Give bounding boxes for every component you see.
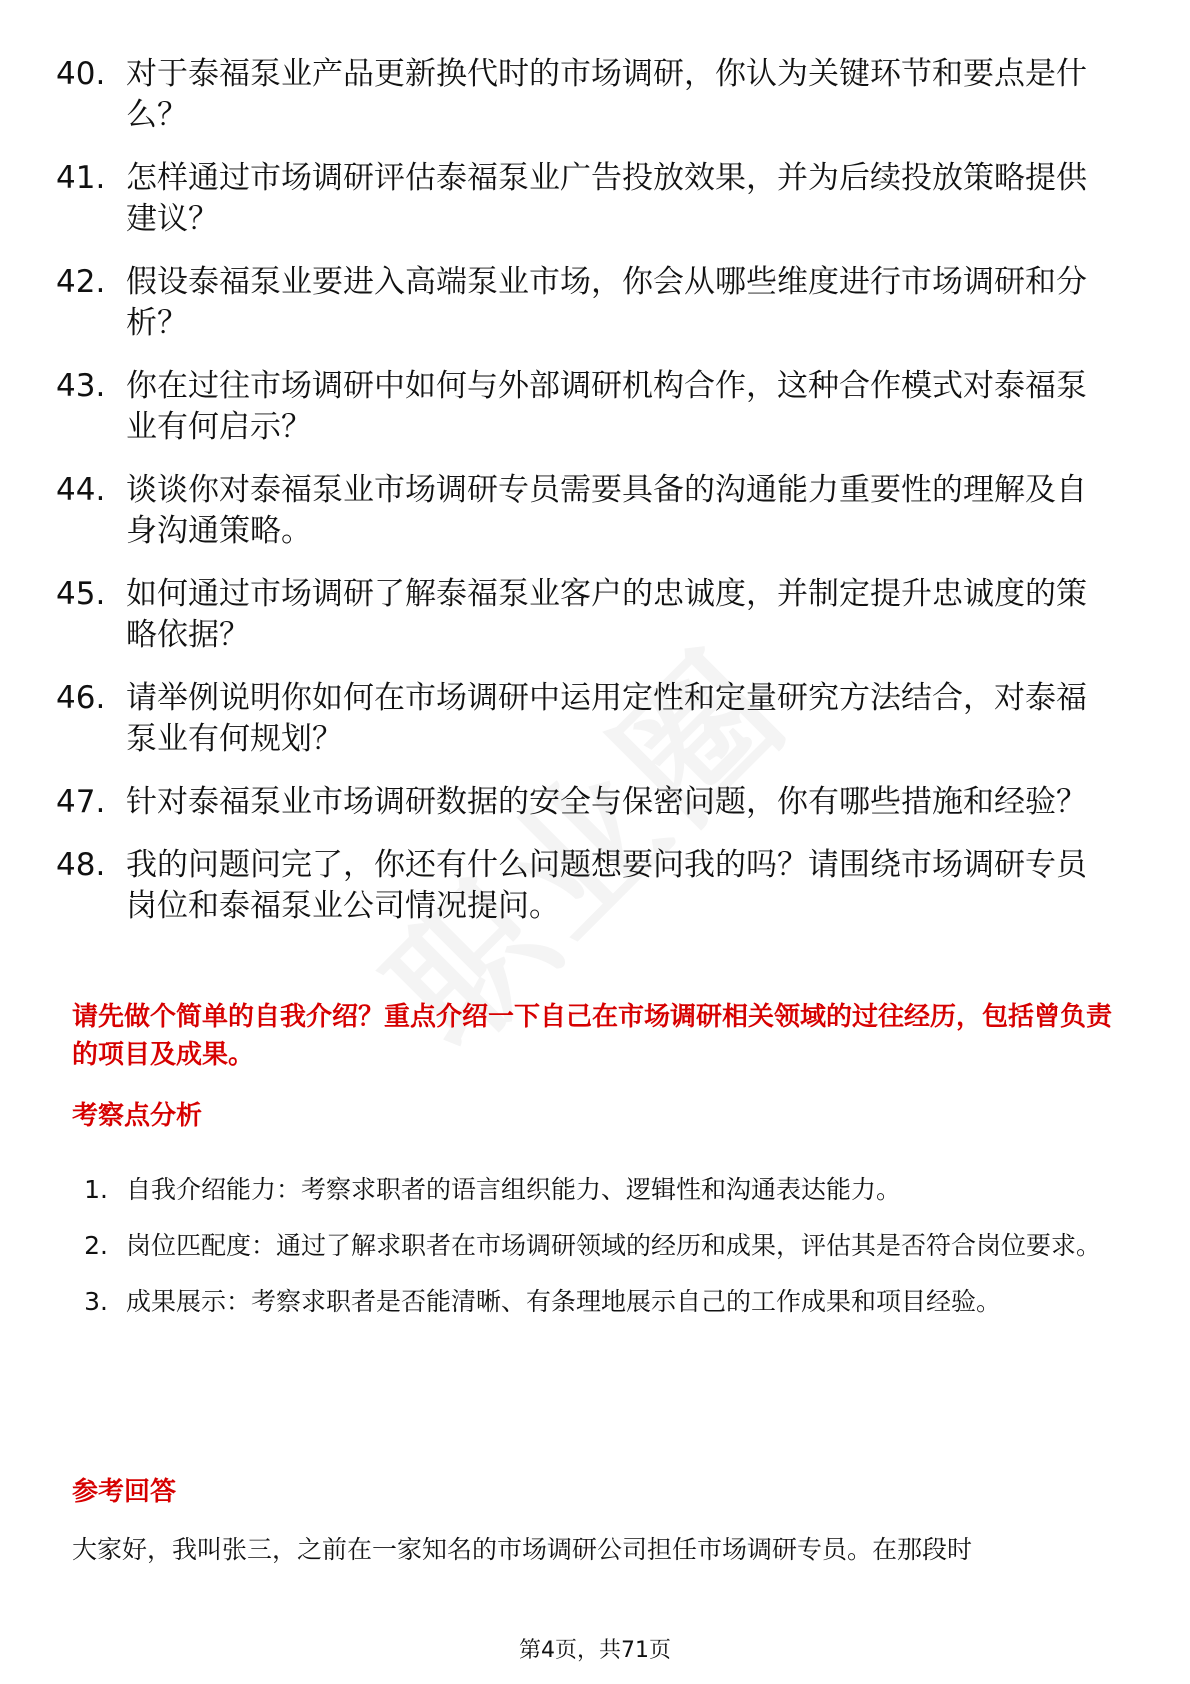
question-text: 针对泰福泵业市场调研数据的安全与保密问题，你有哪些措施和经验？ — [126, 784, 1087, 820]
question-item — [56, 845, 1116, 927]
analysis-text: 成果展示：考察求职者是否能清晰、有条理地展示自己的工作成果和项目经验。 — [126, 1287, 1002, 1316]
reference-answer-text: 大家好，我叫张三，之前在一家知名的市场调研公司担任市场调研专员。在那段时 — [72, 1535, 973, 1564]
question-item — [56, 54, 1116, 136]
question-item — [56, 366, 1116, 448]
question-item — [56, 470, 1116, 552]
analysis-number: 3. — [84, 1287, 108, 1316]
question-number: 46. — [56, 680, 106, 716]
analysis-heading: 考察点分析 — [72, 1101, 203, 1131]
reference-heading: 参考回答 — [72, 1477, 177, 1507]
question-number: 44. — [56, 472, 106, 508]
analysis-item — [72, 1162, 1122, 1218]
question-list — [56, 54, 1116, 949]
question-text: 谈谈你对泰福泵业市场调研专员需要具备的沟通能力重要性的理解及自身沟通策略。 — [126, 472, 1087, 549]
question-number: 40. — [56, 56, 106, 92]
analysis-text: 岗位匹配度：通过了解求职者在市场调研领域的经历和成果，评估其是否符合岗位要求。 — [126, 1231, 1102, 1260]
question-item — [56, 158, 1116, 240]
highlight-question: 请先做个简单的自我介绍？重点介绍一下自己在市场调研相关领域的过往经历，包括曾负责的项目及成果。 — [72, 1002, 1113, 1070]
question-text: 假设泰福泵业要进入高端泵业市场，你会从哪些维度进行市场调研和分析？ — [126, 264, 1087, 341]
question-text: 对于泰福泵业产品更新换代时的市场调研，你认为关键环节和要点是什么？ — [126, 56, 1087, 133]
analysis-item — [72, 1274, 1122, 1330]
question-number: 47. — [56, 784, 106, 820]
question-number: 43. — [56, 368, 106, 404]
question-text: 我的问题问完了，你还有什么问题想要问我的吗？请围绕市场调研专员岗位和泰福泵业公司情况提问。 — [126, 847, 1087, 924]
question-number: 45. — [56, 576, 106, 612]
page-number: 第4页，共71页 — [519, 1638, 671, 1663]
question-item — [56, 782, 1116, 823]
question-text: 怎样通过市场调研评估泰福泵业广告投放效果，并为后续投放策略提供建议？ — [126, 160, 1087, 237]
analysis-number: 2. — [84, 1231, 108, 1260]
question-number: 41. — [56, 160, 106, 196]
question-text: 请举例说明你如何在市场调研中运用定性和定量研究方法结合，对泰福泵业有何规划？ — [126, 680, 1087, 757]
question-text: 你在过往市场调研中如何与外部调研机构合作，这种合作模式对泰福泵业有何启示？ — [126, 368, 1087, 445]
question-item — [56, 574, 1116, 656]
question-number: 48. — [56, 847, 106, 883]
analysis-item — [72, 1218, 1122, 1274]
question-number: 42. — [56, 264, 106, 300]
question-text: 如何通过市场调研了解泰福泵业客户的忠诚度，并制定提升忠诚度的策略依据？ — [126, 576, 1087, 653]
question-item — [56, 262, 1116, 344]
analysis-list — [72, 1162, 1122, 1330]
analysis-text: 自我介绍能力：考察求职者的语言组织能力、逻辑性和沟通表达能力。 — [126, 1175, 902, 1204]
analysis-number: 1. — [84, 1175, 108, 1204]
question-item — [56, 678, 1116, 760]
